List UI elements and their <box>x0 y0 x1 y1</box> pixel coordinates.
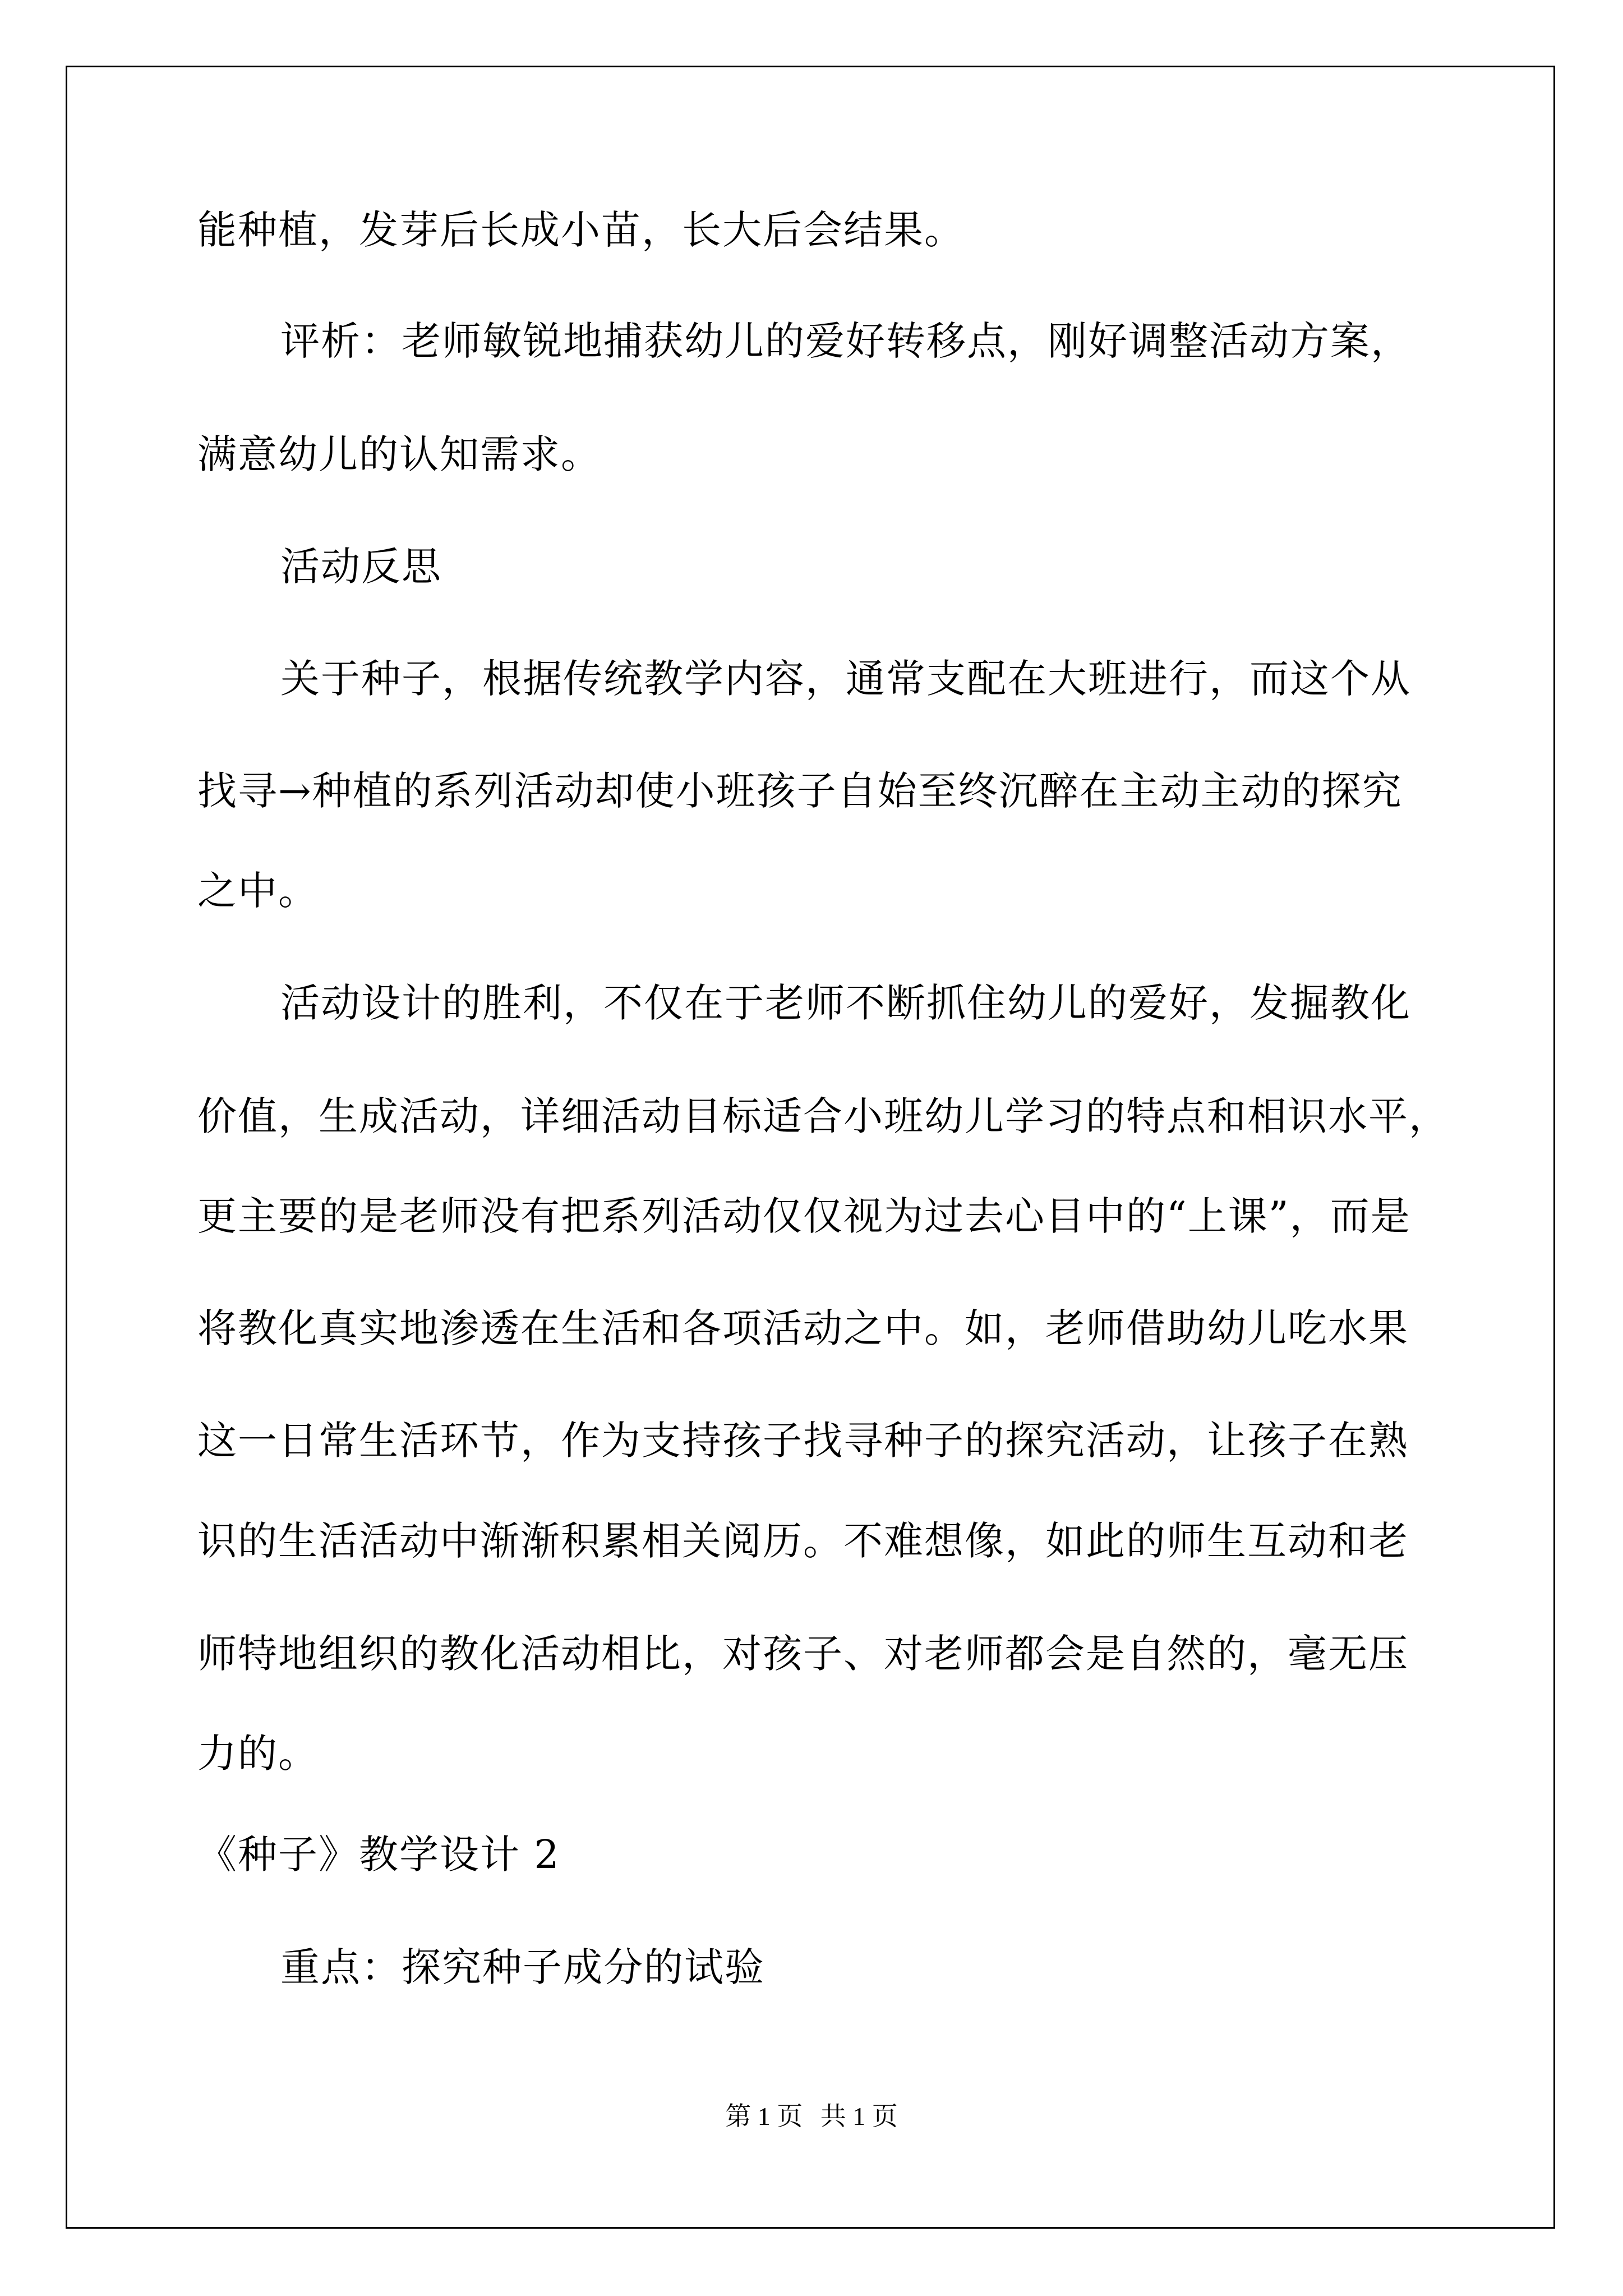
page-border <box>66 66 1555 2229</box>
paragraph-line: 能种植，发芽后长成小苗，长大后会结果。 <box>197 207 965 253</box>
section-title: 《种子》教学设计 2 <box>197 1832 560 1878</box>
paragraph-line: 重点：探究种子成分的试验 <box>280 1944 765 1990</box>
page-number: 第 1 页 <box>725 2102 803 2131</box>
paragraph-line: 更主要的是老师没有把系列活动仅仅视为过去心目中的“上课”，而是 <box>197 1193 1411 1239</box>
paragraph-line: 找寻→种植的系列活动却使小班孩子自始至终沉醉在主动主动的探究 <box>197 768 1403 814</box>
paragraph-line: 价值，生成活动，详细活动目标适合小班幼儿学习的特点和相识水平， <box>197 1093 1449 1139</box>
paragraph-line: 满意幼儿的认知需求。 <box>197 431 601 477</box>
paragraph-line: 师特地组织的教化活动相比，对孩子、对老师都会是自然的，毫无压 <box>197 1631 1409 1677</box>
paragraph-line: 关于种子，根据传统教学内容，通常支配在大班进行，而这个从 <box>280 656 1411 702</box>
page-total: 共 1 页 <box>820 2102 898 2131</box>
paragraph-line: 识的生活活动中渐渐积累相关阅历。不难想像，如此的师生互动和老 <box>197 1518 1409 1564</box>
paragraph-line: 之中。 <box>197 868 319 914</box>
paragraph-line: 活动设计的胜利，不仅在于老师不断抓住幼儿的爱好，发掘教化 <box>280 980 1411 1026</box>
paragraph-line: 将教化真实地渗透在生活和各项活动之中。如，老师借助幼儿吃水果 <box>197 1305 1409 1351</box>
section-heading: 活动反思 <box>280 544 442 590</box>
paragraph-line: 评析：老师敏锐地捕获幼儿的爱好转移点，刚好调整活动方案， <box>280 318 1411 364</box>
page-footer <box>0 2100 1623 2133</box>
paragraph-line: 力的。 <box>197 1731 319 1777</box>
paragraph-line: 这一日常生活环节，作为支持孩子找寻种子的探究活动，让孩子在熟 <box>197 1418 1409 1464</box>
